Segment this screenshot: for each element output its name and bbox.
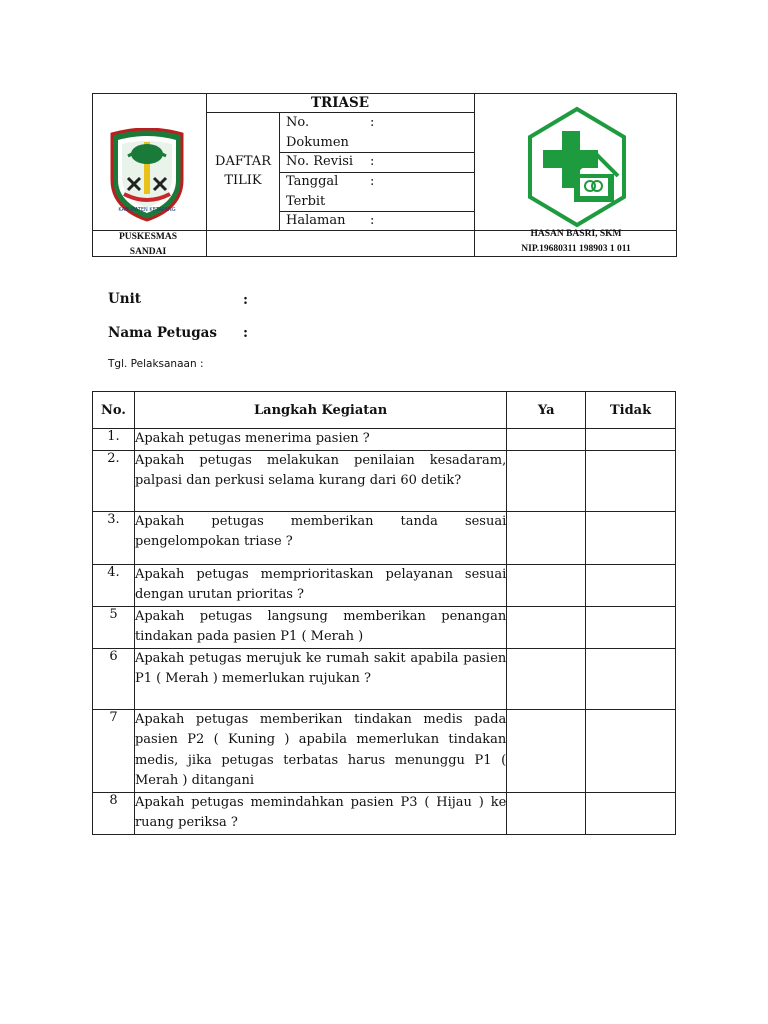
table-row: [93, 606, 676, 648]
row-tidak-cell[interactable]: [586, 429, 676, 451]
row-number: 4.: [93, 564, 135, 606]
row-tidak-cell[interactable]: [586, 450, 676, 511]
row-number: 1.: [93, 429, 135, 451]
meta-tanggal-terbit: Tanggal Terbit :: [286, 174, 375, 209]
header-no: No.: [93, 392, 135, 429]
ketapang-emblem-logo: [108, 128, 186, 222]
puskesmas-logo: [526, 106, 628, 228]
row-step: Apakah petugas memberikan tindakan medis pada pasien P2 ( Kuning ) apabila memerlukan tindakan medis, jika petugas terbatas harus menunggu P1 ( Merah ) ditangani: [134, 709, 506, 792]
tgl-pelaksanaan-label: Tgl. Pelaksanaan :: [108, 358, 204, 370]
row-step: Apakah petugas memindahkan pasien P3 ( Hijau ) ke ruang periksa ?: [134, 792, 506, 834]
header-tidak: Tidak: [586, 392, 676, 429]
row-ya-cell[interactable]: [507, 429, 586, 451]
unit-colon: :: [243, 292, 248, 308]
row-tidak-cell[interactable]: [586, 606, 676, 648]
petugas-colon: :: [243, 325, 248, 341]
row-number: 8: [93, 792, 135, 834]
table-row: [93, 564, 676, 606]
row-number: 2.: [93, 450, 135, 511]
row-tidak-cell[interactable]: [586, 792, 676, 834]
table-row: [93, 511, 676, 564]
table-row: [93, 429, 676, 451]
table-header-row: [93, 392, 676, 429]
row-tidak-cell[interactable]: [586, 564, 676, 606]
row-tidak-cell[interactable]: [586, 511, 676, 564]
row-number: 5: [93, 606, 135, 648]
checklist-table: [92, 391, 676, 835]
table-row: [93, 792, 676, 834]
row-step: Apakah petugas melakukan penilaian kesadaram, palpasi dan perkusi selama kurang dari 60 detik?: [134, 450, 506, 511]
row-tidak-cell[interactable]: [586, 648, 676, 709]
document-title: TRIASE: [310, 95, 370, 111]
emblem-text: KABUPATEN KETAPANG: [118, 207, 176, 213]
meta-no-dokumen: No. Dokumen :: [286, 115, 375, 150]
header-step: Langkah Kegiatan: [134, 392, 506, 429]
petugas-label: Nama Petugas: [108, 325, 218, 341]
table-row: [93, 709, 676, 792]
row-ya-cell[interactable]: [507, 564, 586, 606]
row-ya-cell[interactable]: [507, 511, 586, 564]
row-ya-cell[interactable]: [507, 709, 586, 792]
row-step: Apakah petugas menerima pasien ?: [134, 429, 506, 451]
row-number: 6: [93, 648, 135, 709]
unit-label: Unit: [108, 291, 141, 307]
row-ya-cell[interactable]: [507, 792, 586, 834]
row-ya-cell[interactable]: [507, 648, 586, 709]
document-type: DAFTAR TILIK: [215, 154, 271, 188]
row-step: Apakah petugas langsung memberikan penangan tindakan pada pasien P1 ( Merah ): [134, 606, 506, 648]
row-number: 3.: [93, 511, 135, 564]
meta-halaman: Halaman :: [286, 213, 375, 228]
row-tidak-cell[interactable]: [586, 709, 676, 792]
row-step: Apakah petugas memprioritaskan pelayanan sesuai dengan urutan prioritas ?: [134, 564, 506, 606]
meta-no-revisi: No. Revisi :: [286, 154, 375, 169]
row-ya-cell[interactable]: [507, 606, 586, 648]
left-caption: PUSKESMAS SANDAI: [118, 232, 178, 257]
row-ya-cell[interactable]: [507, 450, 586, 511]
row-number: 7: [93, 709, 135, 792]
row-step: Apakah petugas memberikan tanda sesuai pengelompokan triase ?: [134, 511, 506, 564]
right-caption: HASAN BASRI, SKM NIP.19680311 198903 1 011: [521, 229, 631, 254]
table-row: [93, 450, 676, 511]
row-step: Apakah petugas merujuk ke rumah sakit apabila pasien P1 ( Merah ) memerlukan rujukan ?: [134, 648, 506, 709]
table-row: [93, 648, 676, 709]
header-ya: Ya: [507, 392, 586, 429]
